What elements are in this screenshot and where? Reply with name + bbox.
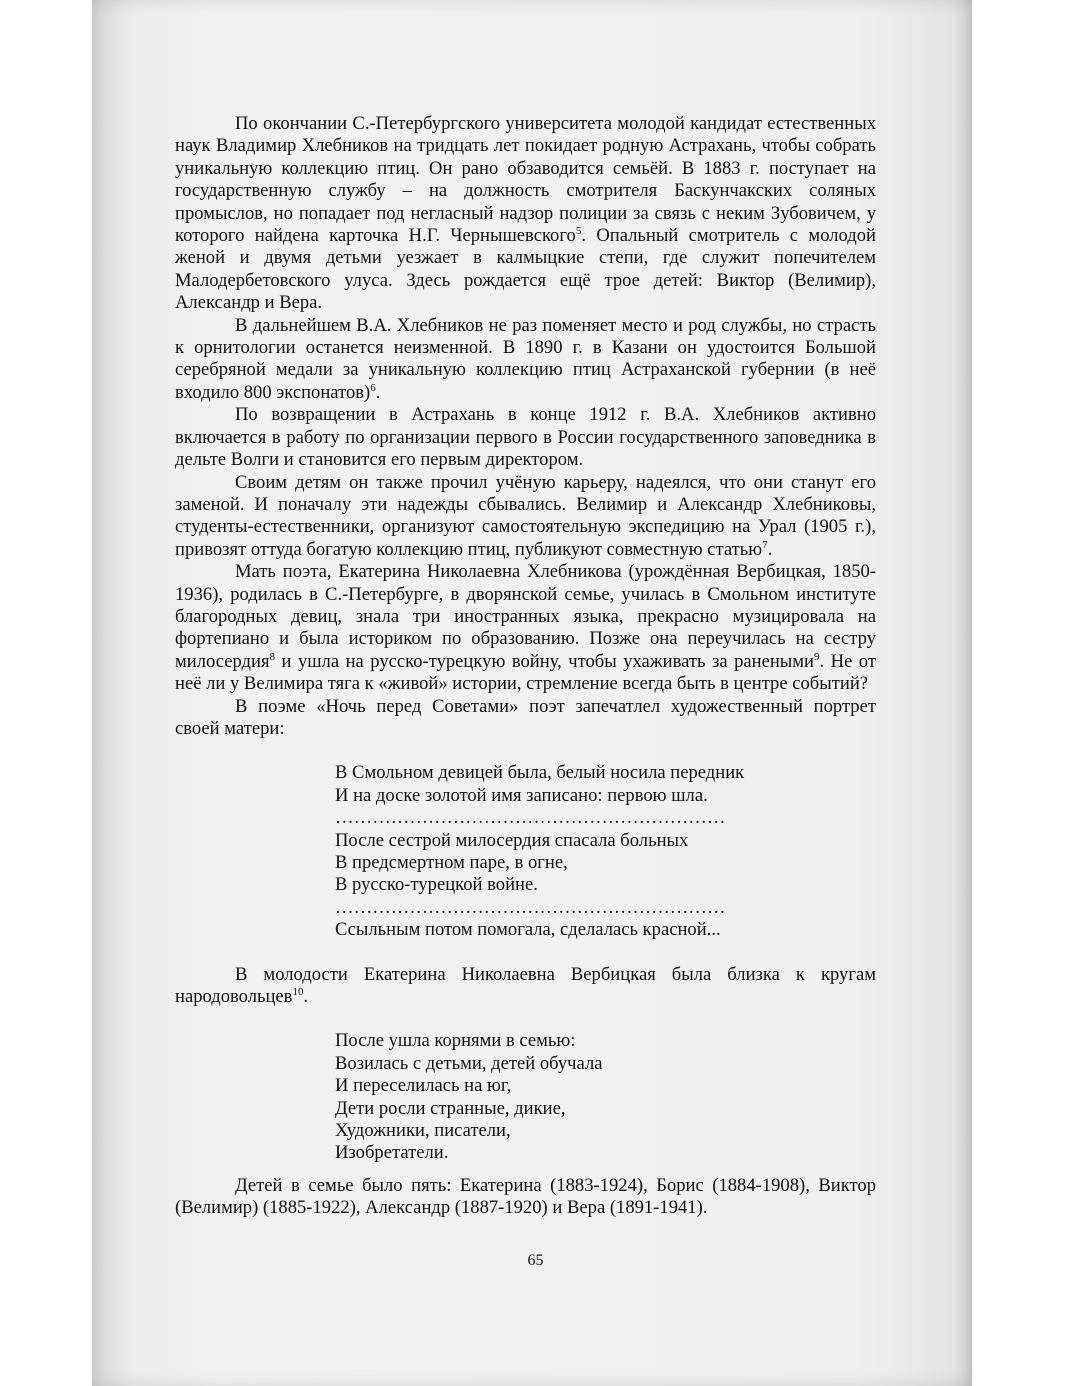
verse-line: ……………………………………………………… — [335, 807, 726, 829]
footnote-ref: 8 — [269, 650, 276, 663]
footnote-ref: 9 — [814, 650, 820, 663]
verse-line: После ушла корнями в семью: — [335, 1030, 576, 1052]
verse-line: В русско-турецкой войне. — [335, 874, 538, 896]
paragraph-2: В дальнейшем В.А. Хлебников не раз поменяет место и род службы, но страсть к орнитологии останется неизменной. В 1890 г. в Казани он удостоится Большой серебряной медали за уникальную коллекцию птиц Астраханской губернии (в неё входило 800 экспонатов)$^6$. — [175, 314, 876, 403]
footnote-ref: 10 — [292, 985, 304, 998]
page-body — [175, 113, 876, 1220]
verse-line: ……………………………………………………… — [335, 896, 726, 918]
verse-block-1 — [335, 762, 876, 941]
verse-line: В предсмертном паре, в огне, — [335, 852, 568, 873]
verse-line: И переселилась на юг, — [335, 1075, 512, 1097]
paragraph-4: Своим детям он также прочил учёную карьеру, надеялся, что они станут его заменой. И поначалу эти надежды сбывались. Велимир и Александр Хлебниковы, студенты-естественники, организуют самостоятельную экспедицию на Урал (1905 г.), привозят оттуда богатую коллекцию птиц, публикуют совместную статью$^7$. — [175, 471, 876, 560]
verse-line: Ссыльным потом помогала, сделалась красной... — [335, 919, 721, 941]
verse-block-2 — [335, 1030, 876, 1164]
page-number: 65 — [527, 1252, 544, 1269]
paragraph-3: По возвращении в Астрахань в конце 1912 г. В.А. Хлебников активно включается в работу по организации первого в России государственного заповедника в дельте Волги и становится его первым директором. — [175, 404, 876, 471]
paragraph-6: В поэме «Ночь перед Советами» поэт запечатлел художественный портрет своей матери: — [175, 695, 876, 739]
verse-line: В Смольном девицей была, белый носила передник — [335, 762, 745, 784]
verse-line: Возилась с детьми, детей обучала — [335, 1052, 603, 1074]
verse-line: Дети росли странные, дикие, — [335, 1097, 566, 1119]
paragraph-5: Мать поэта, Екатерина Николаевна Хлебникова (урождённая Вербицкая, 1850-1936), родилась в С.-Петербурге, в дворянской семье, училась в Смольном институте благородных девиц, знала три иностранных языка, прекрасно музицировала на фортепиано и была историком по образованию. Позже она переучилась на сестру милосердия$^8$ и ушла на русско-турецкую войну, чтобы ухаживать за ранеными$^9$. Не от неё ли у Велимира тяга к «живой» истории, стремление всегда быть в центре событий? — [175, 561, 876, 695]
verse-line: После сестрой милосердия спасала больных — [335, 829, 689, 851]
paragraph-1: По окончании С.-Петербургского университета молодой кандидат естественных наук Владимир Хлебников на тридцать лет покидает родную Астрахань, чтобы собрать уникальную коллекцию птиц. Он рано обзаводится семьёй. В 1883 г. поступает на государственную службу – на должность смотрителя Баскунчакских соляных промыслов, но попадает под негласный надзор полиции за связь с неким Зубовичем, у которого найдена карточка Н.Г. Чернышевского$^5$. Опальный смотритель с молодой женой и двумя детьми уезжает в калмыцкие степи, где служит попечителем Малодербетовского улуса. Здесь рождается ещё трое детей: Виктор (Велимир), Александр и Вера. — [175, 113, 876, 314]
footnote-ref: 6 — [370, 381, 376, 394]
verse-line: Художники, писатели, — [335, 1120, 511, 1142]
verse-line: Изобретатели. — [335, 1142, 449, 1164]
paragraph-8: Детей в семье было пять: Екатерина (1883-1924), Борис (1884-1908), Виктор (Велимир) (1885-1922), Александр (1887-1920) и Вера (1891-1941). — [175, 1174, 876, 1219]
verse-line: И на доске золотой имя записано: первою шла. — [335, 784, 708, 806]
paragraph-7: В молодости Екатерина Николаевна Вербицкая была близка к кругам народовольцев$^{10}$. — [175, 963, 876, 1008]
footnote-ref: 7 — [762, 538, 768, 551]
footnote-ref: 5 — [575, 224, 582, 237]
